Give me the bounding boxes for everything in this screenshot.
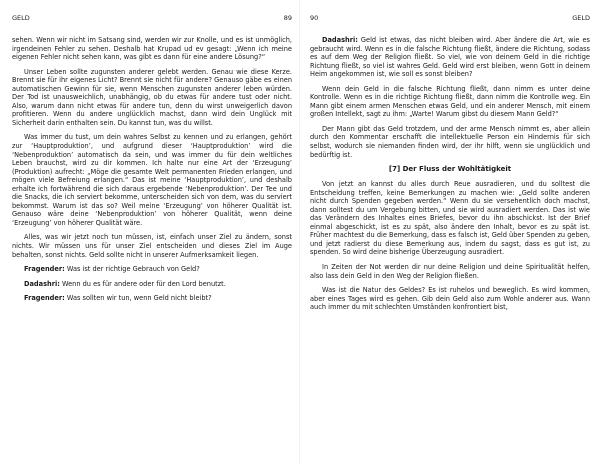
paragraph-text: sehen. Wenn wir nicht im Satsang sind, werden wir zur Knolle, und es ist unmöglich, irgendeinen Fehler zu sehen. Deshalb hat Krupad ud ev gesagt: „Wenn ich meine eigenen Fehler nicht sehen kann, was gibt es dann für eine andere Lösung?“ [12,36,292,62]
speaker-label: Fragender: [24,265,65,274]
section-heading: [7] Der Fluss der Wohltätigkeit [388,165,512,174]
left-page-body [12,32,292,303]
running-title: GELD [572,14,590,22]
left-page [12,0,292,465]
running-title: GELD [12,14,30,22]
paragraph-text: Alles, was wir jetzt noch tun müssen, ist, einfach unser Ziel zu ändern, sonst nichts. Wir müssen uns für unser Ziel entscheiden und dieses Ziel im Auge behalten, sonst nichts. Geld sollte nicht in unserer Aufmerksamkeit liegen. [12,233,292,259]
dialogue-paragraph [12,294,292,303]
right-paragraphs-before [310,36,590,159]
paragraph [310,263,590,280]
right-page-body [310,32,590,312]
paragraph-text: Was ist der richtige Gebrauch von Geld? [64,265,200,274]
paragraph [12,36,292,62]
paragraph-text: Was ist die Natur des Geldes? Es ist ruhelos und beweglich. Es wird kommen, aber eines Tages wird es gehen. Gib dein Geld also zum Wohle anderer aus. Wann auch immer du mit schlechten Umständen konfrontiert bist, [310,286,590,312]
paragraph [310,85,590,119]
paragraph-text: Wenn dein Geld in die falsche Richtung fließt, dann nimm es unter deine Kontrolle. Wenn es in die richtige Richtung fließt, dann nimm die Kontrolle weg. Ein Mann gibt einem armen Menschen etwas Geld, und ein anderer Mensch, mit einem großen Intellekt, sagt zu ihm: „Warte! Warum gibst du diesem Mann Geld?“ [310,84,590,119]
right-paragraphs-after [310,180,590,312]
speaker-label: Fragender: [24,294,65,303]
paragraph-text: Was immer du tust, um dein wahres Selbst zu kennen und zu erlangen, gehört zur ‘Hauptproduktion’, und aufgrund dieser ‘Hauptproduktion’ wird die ‘Nebenproduktion’ automatisch da sein, und was immer du für dein weltliches Leben brauchst, wird zu dir kommen. Ich halte nur eine Art der ‘Erzeugung’ (Produktion) aufrecht: „Möge die gesamte Welt permanenten Frieden erlangen, und mögen viele Befreiung erlangen.“ Das ist meine ‘Hauptproduktion’, und deshalb erhalte ich fortwährend die sich daraus ergebende ‘Nebenproduktion’. Der Tee und die Snacks, die ich serviert bekomme, unterscheiden sich von dem, was du serviert bekommst. Warum ist das so? Weil meine ‘Erzeugung’ von höherer Qualität ist. Genauso wäre deine ‘Nebenproduktion’ von höherer Qualität, wenn deine ‘Erzeugung’ von höherer Qualität wäre. [12,133,292,227]
right-page [310,0,590,465]
paragraph-text: Wenn du es für andere oder für den Lord benutzt. [59,279,226,288]
dialogue-paragraph [12,265,292,274]
left-page-header [12,0,292,32]
paragraph-text: Was sollten wir tun, wenn Geld nicht bleibt? [64,294,212,303]
paragraph [310,125,590,159]
paragraph-text: Der Mann gibt das Geld trotzdem, und der arme Mensch nimmt es, aber allein durch den Kommentar erschafft die intellektuelle Person ein Hindernis für sich selbst, wodurch sie niemanden finden wird, der ihr hilft, wenn sie unglücklich und bedürftig ist. [310,124,590,159]
page-number: 90 [310,14,319,22]
speaker-label: Dadashri: [322,36,358,44]
paragraph [12,233,292,259]
paragraph [12,133,292,227]
paragraph [12,68,292,128]
paragraph [310,180,590,257]
dialogue-paragraph [310,36,590,79]
paragraph [310,286,590,312]
right-page-header [310,0,590,32]
page-gutter [299,0,300,465]
paragraph-text: In Zeiten der Not werden dir nur deine Religion und deine Spiritualität helfen, also lass dein Geld in den Weg der Religion fließen. [310,263,590,280]
paragraph-text: Von jetzt an kannst du alles durch Reue ausradieren, und du solltest die Entscheidung treffen, keine Bemerkungen zu machen wie: „Geld sollte anderen nicht durch Spenden gegeben werden.“ Wenn du sie versehentlich doch machst, dann solltest du um Vergebung bitten, und sie wird ausradiert werden. Das ist wie das Verändern des Inhaltes eines Briefes, bevor du ihn abschickst. Ist der Brief einmal abgeschickt, ist es zu spät, also ändere den Inhalt, bevor es zu spät ist. Früher machtest du die Bemerkung, dass es falsch ist, Geld über Spenden zu geben, und jetzt radierst du diese Bemerkung aus, indem du sagst, dass es gut ist, zu spenden. So wird deine bisherige Überzeugung ausradiert. [310,180,590,257]
speaker-label: Dadashri: [24,279,60,288]
paragraph-text: Unser Leben sollte zugunsten anderer gelebt werden. Genau wie diese Kerze. Brennt sie für ihr eigenes Licht? Brennt sie nicht für andere? Genauso gäbe es einen automatischen Gewinn für sie, wenn Menschen zugunsten anderer leben würden. Der Tod ist unausweichlich, unabhängig, ob du etwas für andere tust oder nicht. Also, warum dann nicht etwas für andere tun, denn du wirst unweigerlich davon profitieren. Wenn du andere unglücklich machst, dann wird dein Unglück mit Sicherheit darin enthalten sein. Du kannst tun, was du willst. [12,67,292,127]
page-number: 89 [283,14,292,22]
dialogue-paragraph [12,280,292,289]
paragraph-text: Geld ist etwas, das nicht bleiben wird. Aber ändere die Art, wie es gebraucht wird. Wenn es in die falsche Richtung fließt, ändere die Richtung, sodass es auf dem Weg der Religion fließt. So viel, wie von deinem Geld in die richtige Richtung fließt, so viel ist wahres Geld. Geld wird erst bleiben, wenn Gott in deinem Heim angekommen ist, wie soll es sonst bleiben? [310,36,590,79]
